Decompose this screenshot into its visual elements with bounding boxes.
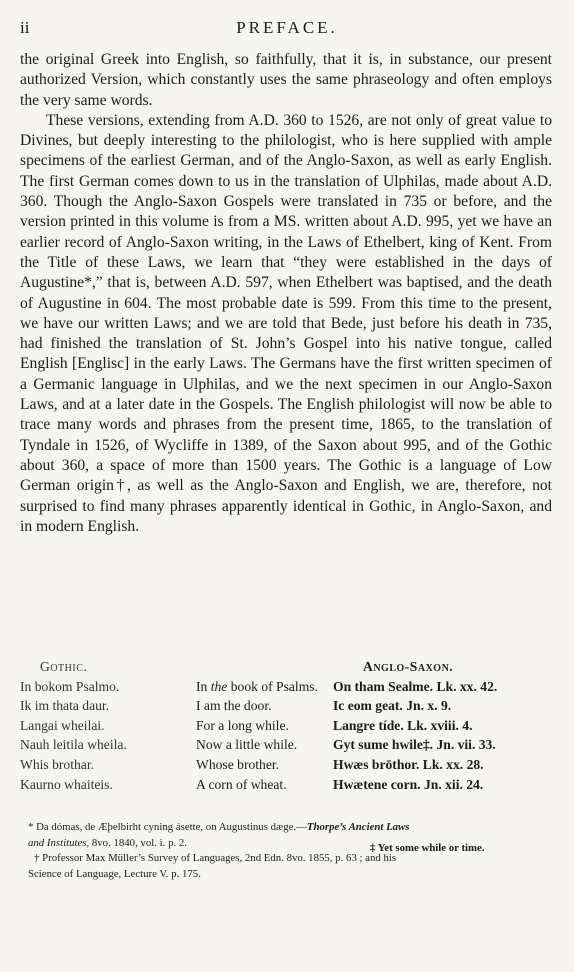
anglo-saxon-phrase: Gyt sume hwile‡. Jn. vii. 33. [333,737,496,753]
footnote-star-text: * Da dómas, de Æþelbirht cyning ásette, on Augustinus dæge.— [28,821,307,833]
footnote-star [28,820,560,836]
gothic-phrase: Ik im thata daur. [20,698,110,714]
gothic-phrase: Nauh leitila wheila. [20,737,127,753]
footnote-star-reference-cont: and Institutes, [28,836,90,849]
english-phrase: Whose brother. [196,756,280,772]
gothic-heading: Gothic. [40,659,88,674]
footnote-dagger: † Professor Max Müller’s Survey of Languages, 2nd Edn. 8vo. 1855, p. 63 ; and his [34,852,397,864]
english-heading-spacer [178,657,348,677]
gothic-phrase: Whis brothar. [20,756,94,772]
running-title: PREFACE. [236,18,338,37]
paragraph-versions: These versions, extending from A.D. 360 to 1526, are not only of great value to Divines, but deeply interesting to the philologist, who is here supplied with ample specimens of the earliest German, and of the Anglo-Saxon, as well as early English. The first German comes down to us in the translation of Ulphilas, made about A.D. 360. Though the Anglo-Saxon Gospels were translated in 735 or before, and the version printed in this volume is from a MS. written about A.D. 995, yet we have an earlier record of Anglo-Saxon writing, in the Laws of Ethelbert, king of Kent. From the Title of these Laws, we learn that “they were established in the days of Augustine*,” that is, between A.D. 597, when Ethelbert was baptised, and the death of Augustine in 604. The most probable date is 599. From this time to the present, we have our written Laws; and we are told that Bede, just before his death in 735, had finished the translation of St. John’s Gospel into his native tongue, called English [Englisc] in the early Laws. The Germans have the first written specimen of a Germanic language in Ulphilas, and we the next specimen in our Anglo-Saxon Laws, and at a later date in the Gospels. The English philologist will now be able to trace many words and phrases from the present time, 1865, to the translation of Tyndale in 1526, of Wycliffe in 1389, of the Saxon about 995, and of the Gothic about 360, a space of more than 1500 years. The Gothic is a language of Low German origin†, as well as the Anglo-Saxon and English, we are, therefore, not surprised to find many phrases apparently identical in Gothic, in Anglo-Saxon, and in modern English. [20,111,552,535]
page-header [20,18,554,42]
gothic-phrase: In bokom Psalmo. [20,678,120,694]
anglo-saxon-phrase: Ic eom geat. Jn. x. 9. [333,698,452,714]
english-phrase-italic: the [210,678,228,694]
english-phrase [178,677,348,697]
english-phrase: I am the door. [196,698,272,714]
anglo-saxon-phrase: Langre tíde. Lk. xviii. 4. [333,717,473,733]
gothic-phrase: Langai wheilai. [20,717,105,733]
preface-body [20,50,552,537]
footnote-dagger-continuation: Science of Language, Lecture V. p. 175. [28,867,201,880]
footnote-double-dagger: ‡ Yet some while or time. [370,842,485,854]
footnote-star-reference: Thorpe’s Ancient Laws [306,821,410,833]
gothic-column [20,657,180,794]
page-number: ii [20,18,30,37]
anglo-saxon-phrase: Hwæs brōthor. Lk. xx. 28. [333,756,484,772]
anglo-saxon-heading: Anglo-Saxon. [363,659,454,674]
english-phrase: A corn of wheat. [196,776,287,792]
english-column [178,657,348,794]
footnote-star-citation: 8vo. 1840, vol. i. p. 2. [89,836,187,849]
gothic-phrase: Kaurno whaiteis. [20,776,113,792]
anglo-saxon-column [333,657,561,794]
anglo-saxon-phrase: On tham Sealme. Lk. xx. 42. [333,678,498,694]
paragraph-continuation: the original Greek into English, so faithfully, that it is, in substance, our present authorized Version, which constantly uses the same phraseology and often employs the very same words. [20,51,552,109]
english-phrase-end: book of Psalms. [227,678,318,694]
english-phrase: For a long while. [196,717,289,733]
english-phrase-start: In [196,678,211,694]
english-phrase: Now a little while. [196,737,298,753]
anglo-saxon-phrase: Hwætene corn. Jn. xii. 24. [333,776,484,792]
